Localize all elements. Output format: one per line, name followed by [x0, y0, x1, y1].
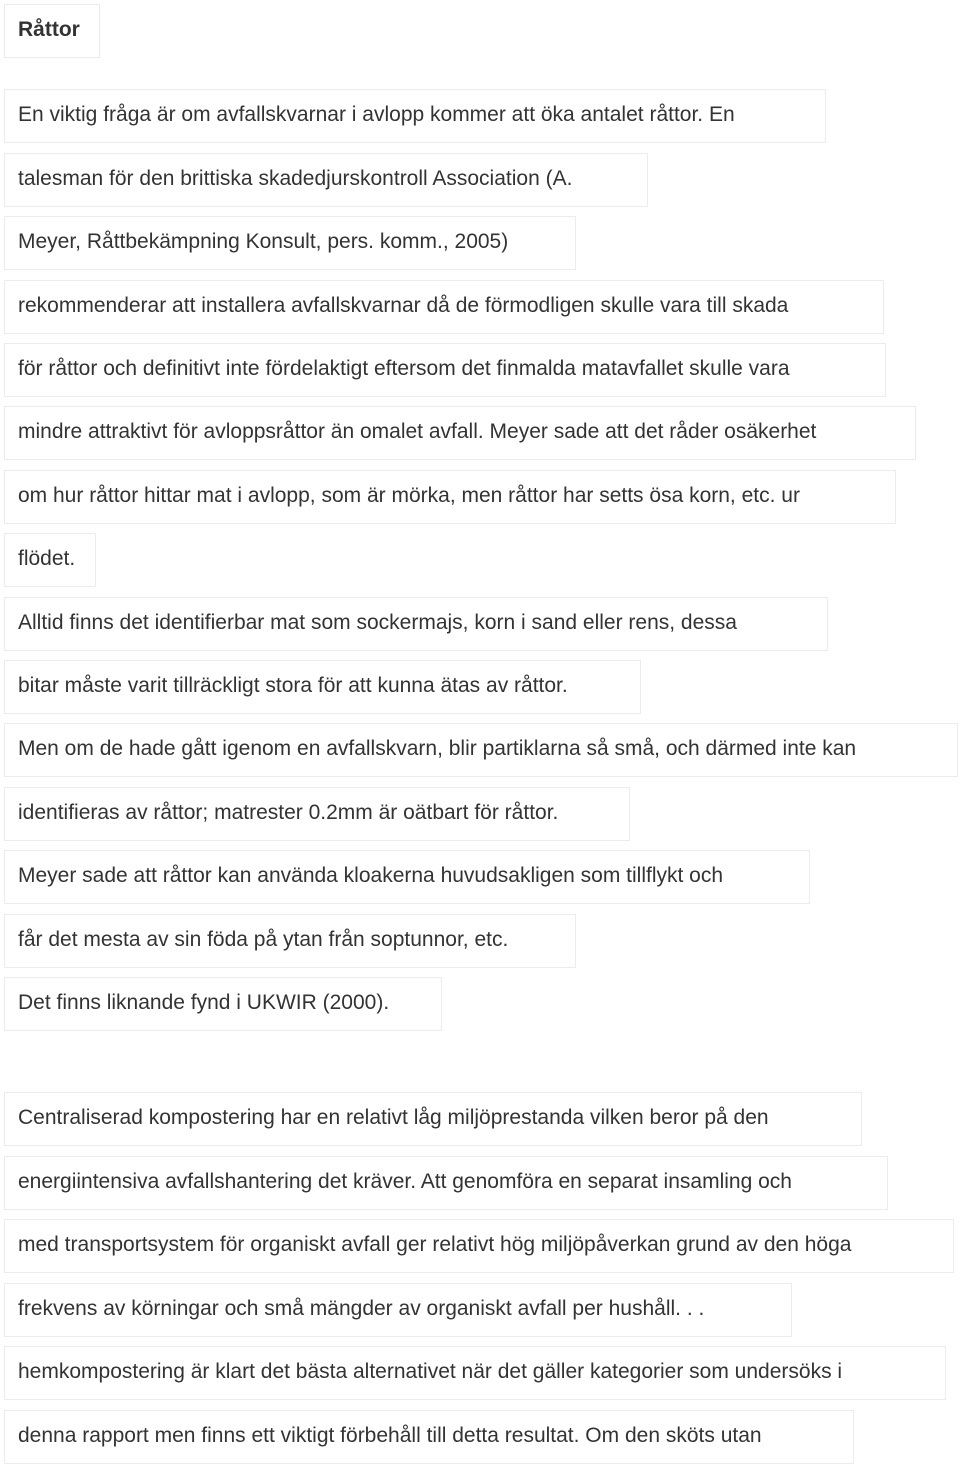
text-line: Meyer sade att råttor kan använda kloakerna huvudsakligen som tillflykt och: [18, 864, 724, 887]
text-line: Centraliserad kompostering har en relativt låg miljöprestanda vilken beror på den: [18, 1106, 769, 1129]
text-line: mindre attraktivt för avloppsråttor än omalet avfall. Meyer sade att det råder osäkerhet: [18, 420, 817, 443]
text-line: om hur råttor hittar mat i avlopp, som är mörka, men råttor har setts ösa korn, etc. ur: [18, 484, 800, 507]
text-line: flödet.: [18, 547, 76, 570]
text-line: Men om de hade gått igenom en avfallskvarn, blir partiklarna så små, och därmed inte kan: [18, 737, 857, 760]
text-line: bitar måste varit tillräckligt stora för att kunna ätas av råttor.: [18, 674, 568, 697]
text-line: rekommenderar att installera avfallskvarnar då de förmodligen skulle vara till skada: [18, 294, 789, 317]
text-line: energiintensiva avfallshantering det kräver. Att genomföra en separat insamling och: [18, 1170, 792, 1193]
text-line: Meyer, Råttbekämpning Konsult, pers. komm., 2005): [18, 230, 509, 253]
text-line: för råttor och definitivt inte fördelaktigt eftersom det finmalda matavfallet skulle vara: [18, 357, 790, 380]
text-line: denna rapport men finns ett viktigt förbehåll till detta resultat. Om den sköts utan: [18, 1424, 762, 1447]
page-heading: Råttor: [18, 18, 80, 41]
text-line: talesman för den brittiska skadedjurskontroll Association (A.: [18, 167, 573, 190]
text-line: får det mesta av sin föda på ytan från soptunnor, etc.: [18, 928, 509, 951]
text-line: frekvens av körningar och små mängder av organiskt avfall per hushåll. . .: [18, 1297, 705, 1320]
text-line: identifieras av råttor; matrester 0.2mm är oätbart för råttor.: [18, 801, 559, 824]
text-line: med transportsystem för organiskt avfall ger relativt hög miljöpåverkan grund av den höga: [18, 1233, 852, 1256]
text-line: En viktig fråga är om avfallskvarnar i avlopp kommer att öka antalet råttor. En: [18, 103, 735, 126]
text-line: Alltid finns det identifierbar mat som sockermajs, korn i sand eller rens, dessa: [18, 611, 737, 634]
text-line: Det finns liknande fynd i UKWIR (2000).: [18, 991, 390, 1014]
text-line: hemkompostering är klart det bästa alternativet när det gäller kategorier som undersöks i: [18, 1360, 843, 1383]
